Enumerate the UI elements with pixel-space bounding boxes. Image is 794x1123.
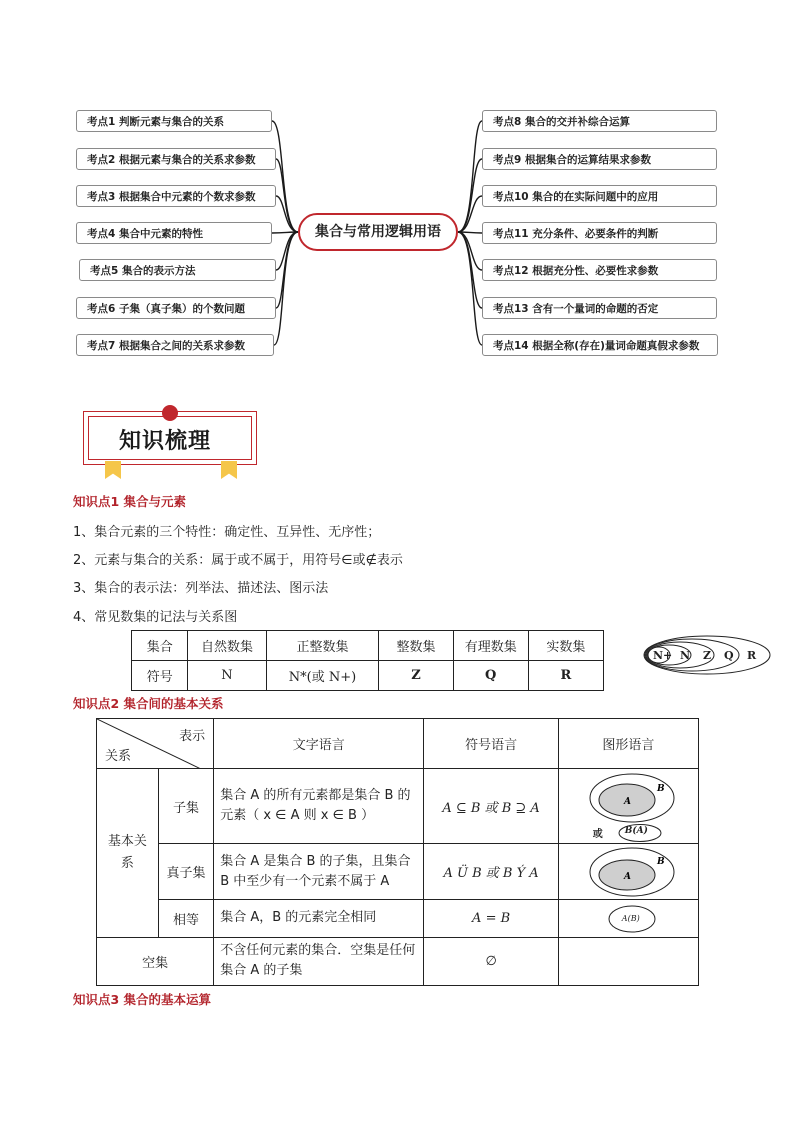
svg-text:B: B [656, 857, 665, 868]
col-header-figure: 图形语言 [558, 719, 698, 769]
nst-header-cell: 有理数集 [453, 631, 528, 661]
subset-or-label: 或 [592, 829, 603, 841]
proper-subset-venn-figure [587, 846, 677, 898]
number-sets-venn-diagram [642, 634, 772, 676]
row-text-equal: 集合 A，B 的元素完全相同 [214, 899, 424, 937]
mindmap-topic-9: 考点9 根据集合的运算结果求参数 [482, 148, 717, 170]
mindmap-topic-4: 考点4 集合中元素的特性 [76, 222, 272, 244]
row-figure-equal [558, 899, 698, 937]
col-header-symbol: 符号语言 [424, 719, 558, 769]
nst-cell: 符号 [132, 661, 188, 691]
nst-cell: N*(或 N+) [266, 661, 379, 691]
row-figure-proper-subset [558, 844, 698, 899]
col-header-text: 文字语言 [214, 719, 424, 769]
row-symbol-subset: A ⊆ B 或 B ⊇ A [424, 769, 558, 844]
row-symbol-empty: ∅ [424, 937, 558, 985]
corner-cell [97, 719, 214, 769]
row-figure-empty [558, 937, 698, 985]
row-name-empty: 空集 [97, 937, 214, 985]
mindmap-topic-14: 考点14 根据全称(存在)量词命题真假求参数 [482, 334, 718, 356]
row-text-empty: 不含任何元素的集合．空集是任何集合 A 的子集 [214, 937, 424, 985]
banner-flag-right-icon [221, 461, 237, 479]
row-name-equal: 相等 [158, 899, 213, 937]
nst-header-cell: 正整数集 [266, 631, 379, 661]
venn-label-q: Q [724, 649, 734, 662]
nst-cell: Q [453, 661, 528, 691]
row-text-proper-subset: 集合 A 是集合 B 的子集，且集合 B 中至少有一个元素不属于 A [214, 844, 424, 899]
nst-cell: R [528, 661, 603, 691]
kp3-heading: 知识点3 集合的基本运算 [73, 992, 212, 1007]
row-name-subset: 子集 [158, 769, 213, 844]
venn-label-z: Z [703, 649, 712, 662]
mindmap-topic-6: 考点6 子集（真子集）的个数问题 [76, 297, 276, 319]
kp1-line-3: 3、集合的表示法：列举法、描述法、图示法 [73, 581, 329, 596]
mindmap-topic-1: 考点1 判断元素与集合的关系 [76, 110, 272, 132]
mindmap-topic-10: 考点10 集合的在实际问题中的应用 [482, 185, 717, 207]
row-text-subset: 集合 A 的所有元素都是集合 B 的元素（ x ∈ A 则 x ∈ B ） [214, 769, 424, 844]
set-relations-table [96, 718, 699, 986]
corner-bottom-label: 关系 [105, 749, 132, 765]
mindmap-topic-7: 考点7 根据集合之间的关系求参数 [76, 334, 274, 356]
number-sets-table [131, 630, 604, 691]
subset-equal-label: B(A) [624, 826, 648, 837]
banner-pin-icon [162, 405, 178, 421]
row-name-proper-subset: 真子集 [158, 844, 213, 899]
svg-text:B: B [656, 784, 665, 795]
row-figure-subset [558, 769, 698, 844]
mindmap-topic-12: 考点12 根据充分性、必要性求参数 [482, 259, 717, 281]
section-banner [83, 411, 259, 467]
mindmap-topic-11: 考点11 充分条件、必要条件的判断 [482, 222, 717, 244]
banner-flag-left-icon [105, 461, 121, 479]
svg-text:A: A [623, 872, 631, 883]
group-label: 基本关系 [97, 769, 159, 938]
row-symbol-proper-subset: A Ü B 或 B Ý A [424, 844, 558, 899]
kp2-heading: 知识点2 集合间的基本关系 [73, 696, 224, 711]
nst-header-cell: 实数集 [528, 631, 603, 661]
svg-text:A: A [623, 797, 631, 808]
kp1-line-4: 4、常见数集的记法与关系图 [73, 610, 238, 625]
mindmap-topic-8: 考点8 集合的交并补综合运算 [482, 110, 717, 132]
kp1-line-2: 2、元素与集合的关系：属于或不属于，用符号∈或∉表示 [73, 553, 403, 568]
mindmap-center-topic: 集合与常用逻辑用语 [298, 213, 458, 251]
nst-header-cell: 整数集 [379, 631, 453, 661]
equal-figure-label: A(B) [621, 913, 640, 923]
nst-header-cell: 自然数集 [188, 631, 266, 661]
banner-title: 知识梳理 [119, 429, 212, 454]
venn-label-r: R [747, 649, 757, 662]
row-symbol-equal: A = B [424, 899, 558, 937]
venn-label-n: N [680, 649, 691, 662]
nst-header-cell: 集合 [132, 631, 188, 661]
kp1-heading: 知识点1 集合与元素 [73, 494, 187, 509]
nst-cell: Z [379, 661, 453, 691]
mindmap-topic-13: 考点13 含有一个量词的命题的否定 [482, 297, 717, 319]
subset-venn-figure [587, 771, 677, 823]
mindmap-topic-2: 考点2 根据元素与集合的关系求参数 [76, 148, 276, 170]
mindmap-topic-5: 考点5 集合的表示方法 [79, 259, 276, 281]
mindmap-topic-3: 考点3 根据集合中元素的个数求参数 [76, 185, 276, 207]
kp1-line-1: 1、集合元素的三个特性：确定性、互异性、无序性； [73, 525, 381, 540]
nst-cell: N [188, 661, 266, 691]
corner-top-label: 表示 [179, 729, 206, 744]
venn-label-nplus: N+ [653, 649, 673, 662]
